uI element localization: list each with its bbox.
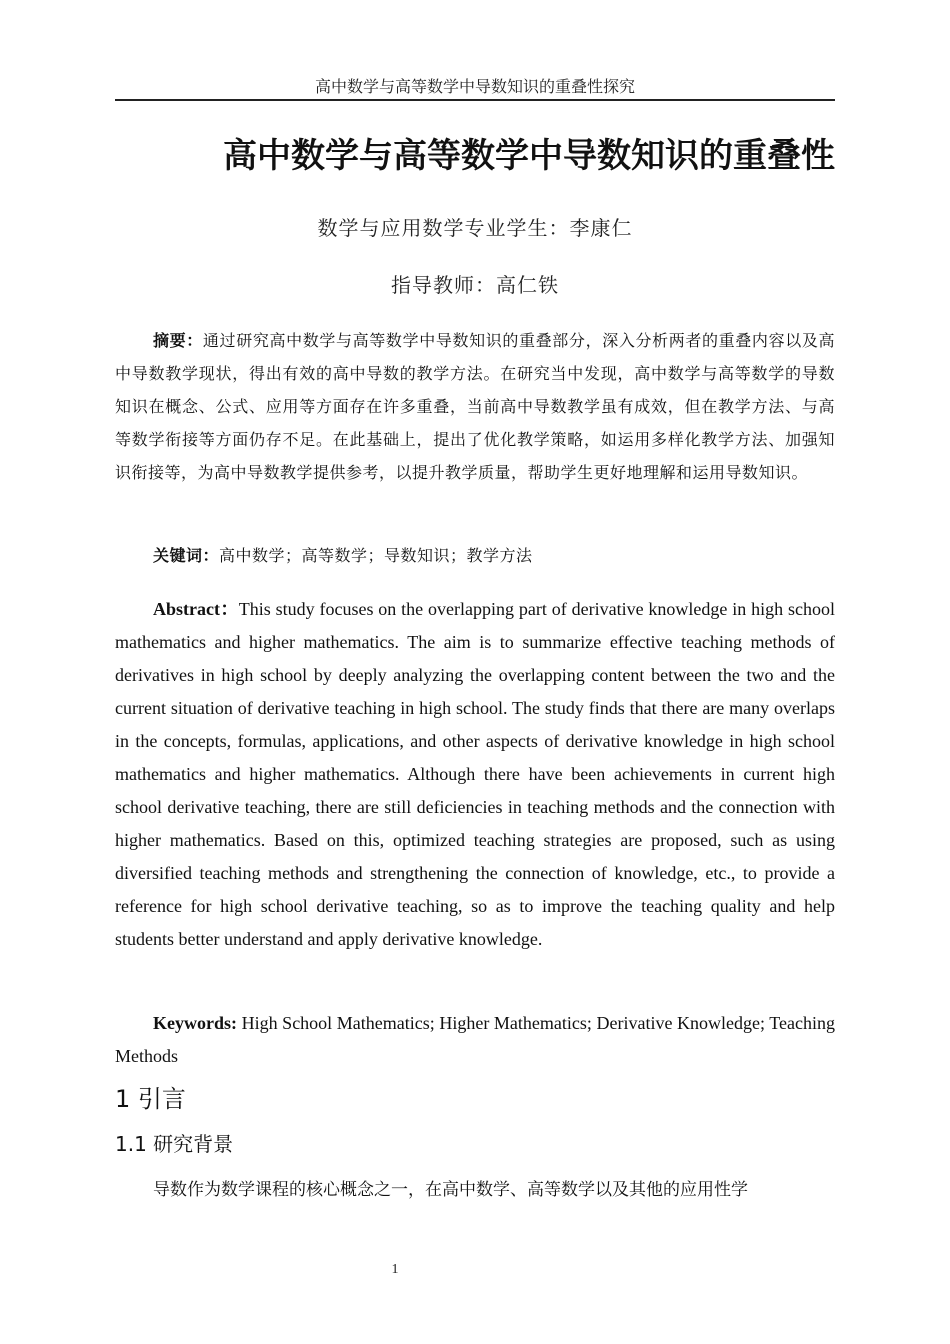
running-header: 高中数学与高等数学中导数知识的重叠性探究 [314, 77, 635, 96]
keywords-chinese-label: 关键词： [153, 546, 220, 565]
keywords-chinese [115, 541, 835, 571]
abstract-english [115, 593, 835, 956]
abstract-chinese-label: 摘要： [153, 331, 203, 350]
abstract-english-text: This study focuses on the overlapping part of derivative knowledge in high school mathematics and higher mathematics. The aim is to summarize effective teaching methods of derivatives in high school by deeply analyzing the overlapping content between the two and the current situation of derivative teaching in high school. The study finds that there are many overlaps in the concepts, formulas, applications, and other aspects of derivative knowledge in high school mathematics and higher mathematics. Although there have been achievements in current high school derivative teaching, there are still deficiencies in teaching methods and the connection with higher mathematics. Based on this, optimized teaching strategies are proposed, such as using diversified teaching methods and strengthening the connection of knowledge, etc., to provide a reference for high school derivative teaching, so as to improve the teaching quality and help students better understand and apply derivative knowledge. [115, 599, 835, 949]
abstract-english-label: Abstract： [153, 599, 239, 619]
paper-title: 高中数学与高等数学中导数知识的重叠性 [223, 136, 835, 176]
keywords-english-text: High School Mathematics; Higher Mathematics; Derivative Knowledge; Teaching Methods [115, 1013, 835, 1066]
page-number: 1 [391, 1262, 399, 1277]
subsection-heading: 1.1 研究背景 [115, 1132, 234, 1156]
advisor-line: 指导教师：高仁铁 [391, 273, 559, 297]
keywords-english-label: Keywords: [153, 1013, 237, 1033]
section-heading: 1 引言 [115, 1085, 186, 1113]
author-line: 数学与应用数学专业学生：李康仁 [317, 216, 633, 240]
body-paragraph: 导数作为数学课程的核心概念之一，在高中数学、高等数学以及其他的应用性学 [153, 1180, 748, 1200]
abstract-chinese [115, 324, 835, 489]
keywords-english [115, 1007, 835, 1073]
header-rule [115, 99, 835, 101]
keywords-chinese-text: 高中数学；高等数学；导数知识；教学方法 [219, 546, 533, 565]
abstract-chinese-text: 通过研究高中数学与高等数学中导数知识的重叠部分，深入分析两者的重叠内容以及高中导数教学现状，得出有效的高中导数的教学方法。在研究当中发现，高中数学与高等数学的导数知识在概念、公式、应用等方面存在许多重叠，当前高中导数教学虽有成效，但在教学方法、与高等数学衔接等方面仍存不足。在此基础上，提出了优化教学策略，如运用多样化教学方法、加强知识衔接等，为高中导数教学提供参考，以提升教学质量，帮助学生更好地理解和运用导数知识。 [115, 331, 835, 482]
